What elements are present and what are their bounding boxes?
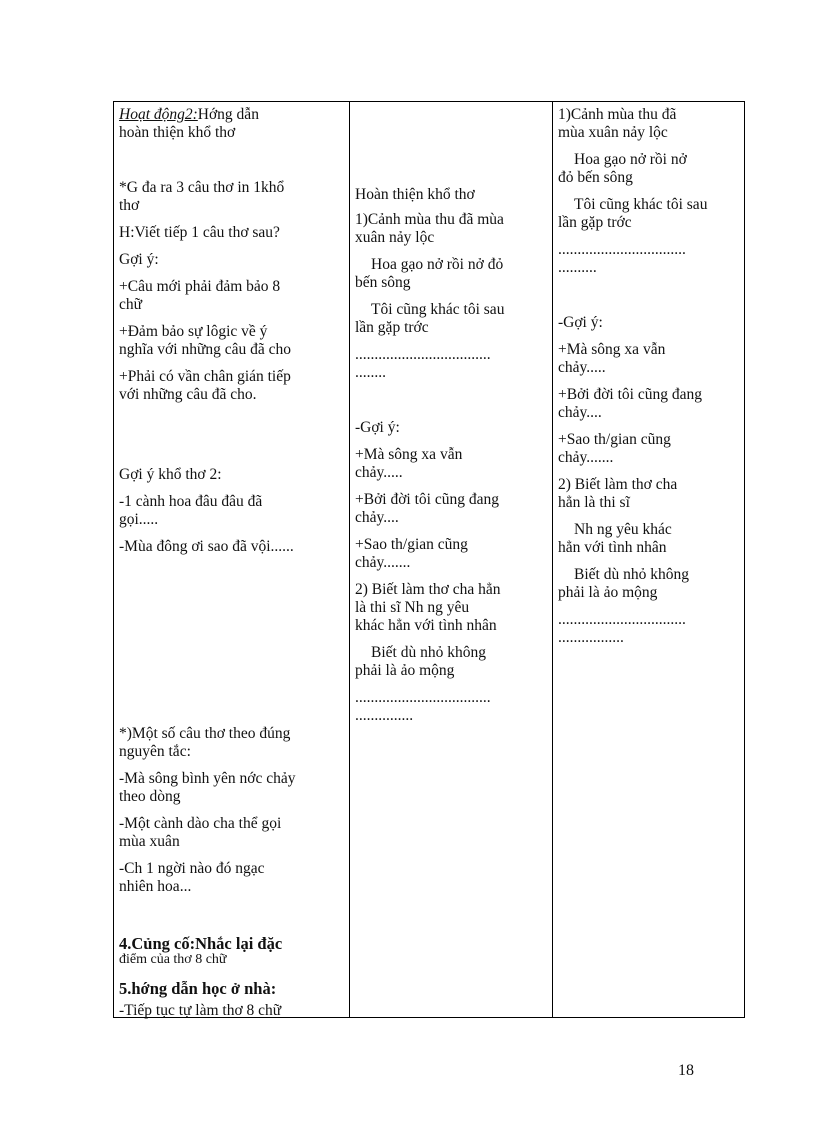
text-line: nhiên hoa... (119, 878, 192, 895)
text-line: ............... (355, 707, 414, 724)
activity-heading-line (119, 106, 259, 124)
text-line: hẳn là thi sĩ (558, 494, 630, 511)
text-line: điểm của thơ 8 chữ (119, 952, 227, 967)
text-line: Tôi cũng khác tôi sau (574, 196, 708, 213)
text-line: -Gợi ý: (558, 314, 603, 331)
text-line: Gợi ý: (119, 251, 159, 268)
student-activity-column (350, 102, 553, 1017)
text-line: +Câu mới phải đảm bảo 8 (119, 278, 281, 295)
text-line: H:Viết tiếp 1 câu thơ sau? (119, 224, 280, 241)
text-line: +Mà sông xa vẫn (558, 341, 666, 358)
text-line: -Ch 1 ngời nào đó ngạc (119, 860, 265, 877)
text-line: mùa xuân (119, 833, 180, 850)
text-line: +Bởi đời tôi cũng đang (558, 386, 702, 403)
teacher-activity-column (114, 102, 350, 1017)
text-line: chảy.... (558, 404, 602, 421)
text-line: +Mà sông xa vẫn (355, 446, 463, 463)
text-line: chảy....... (558, 449, 614, 466)
text-line: Gợi ý khổ thơ 2: (119, 466, 222, 483)
text-line: Nh ng yêu khác (574, 521, 672, 538)
text-line: ................. (558, 629, 624, 646)
text-line: hoàn thiện khổ thơ (119, 124, 236, 141)
text-line: *)Một số câu thơ theo đúng (119, 725, 291, 742)
text-line: ................................... (355, 346, 491, 363)
text-line: lần gặp trớc (558, 214, 632, 231)
text-line: 1)Cảnh mùa thu đã (558, 106, 677, 123)
text-line: là thi sĩ Nh ng yêu (355, 599, 470, 616)
text-line: Biết dù nhỏ không (574, 566, 689, 583)
text-line: phải là ảo mộng (558, 584, 658, 601)
text-line: hẳn với tình nhân (558, 539, 667, 556)
lesson-table (113, 101, 745, 1018)
text-line: +Sao th/gian cũng (355, 536, 468, 553)
text-line: -Mà sông bình yên nớc chảy (119, 770, 296, 787)
text-line: chảy..... (558, 359, 606, 376)
text-line: ........ (355, 364, 386, 381)
text-line: ................................. (558, 611, 686, 628)
text-line: -Một cành dào cha thể gọi (119, 815, 282, 832)
text-line: chảy....... (355, 554, 411, 571)
text-line: xuân nảy lộc (355, 229, 435, 246)
text-line: -1 cành hoa đâu đâu đã (119, 493, 263, 510)
text-line: -Mùa đông ơi sao đã vội...... (119, 538, 294, 555)
text-line: bến sông (355, 274, 411, 291)
text-line: lần gặp trớc (355, 319, 429, 336)
text-line: Hoa gạo nở rồi nở đỏ (371, 256, 504, 273)
text-line: +Phải có vần chân gián tiếp (119, 368, 291, 385)
text-line: Biết dù nhỏ không (371, 644, 486, 661)
text-line: mùa xuân nảy lộc (558, 124, 668, 141)
text-line: Hoàn thiện khổ thơ (355, 186, 475, 203)
text-line: *G đa ra 3 câu thơ in 1khổ (119, 179, 285, 196)
text-line: chữ (119, 296, 143, 313)
text-line: với những câu đã cho. (119, 386, 257, 403)
page-number: 18 (678, 1062, 694, 1079)
text-line: đỏ bến sông (558, 169, 633, 186)
text-line: phải là ảo mộng (355, 662, 455, 679)
text-line: +Sao th/gian cũng (558, 431, 671, 448)
text-line: nghĩa với những câu đã cho (119, 341, 291, 358)
text-line: chảy..... (355, 464, 403, 481)
content-column (553, 102, 744, 1017)
text-line: -Tiếp tục tự làm thơ 8 chữ (119, 1002, 282, 1019)
text-line: Tôi cũng khác tôi sau (371, 301, 505, 318)
text-line: +Bởi đời tôi cũng đang (355, 491, 499, 508)
text-line: +Đảm bảo sự lôgic về ý (119, 323, 268, 340)
text-line: Hoa gạo nở rồi nở (574, 151, 687, 168)
activity-heading: Hoạt động2: (119, 106, 198, 123)
text-line: khác hẳn với tình nhân (355, 617, 497, 634)
text-line: chảy.... (355, 509, 399, 526)
text-line: gọi..... (119, 511, 159, 528)
text-line: 1)Cảnh mùa thu đã mùa (355, 211, 504, 228)
section-heading: 4.Củng cố:Nhắc lại đặc (119, 934, 283, 953)
text-line: -Gợi ý: (355, 419, 400, 436)
text-line: ................................... (355, 689, 491, 706)
text-line: theo dòng (119, 788, 181, 805)
text-line: 2) Biết làm thơ cha (558, 476, 678, 493)
text-line: .......... (558, 259, 597, 276)
text-line: 2) Biết làm thơ cha hẳn (355, 581, 501, 598)
section-heading: 5.hớng dẫn học ở nhà: (119, 979, 277, 998)
text-line: thơ (119, 197, 140, 214)
activity-heading-rest: Hớng dẫn (197, 106, 259, 123)
text-line: ................................. (558, 241, 686, 258)
text-line: nguyên tắc: (119, 743, 191, 760)
